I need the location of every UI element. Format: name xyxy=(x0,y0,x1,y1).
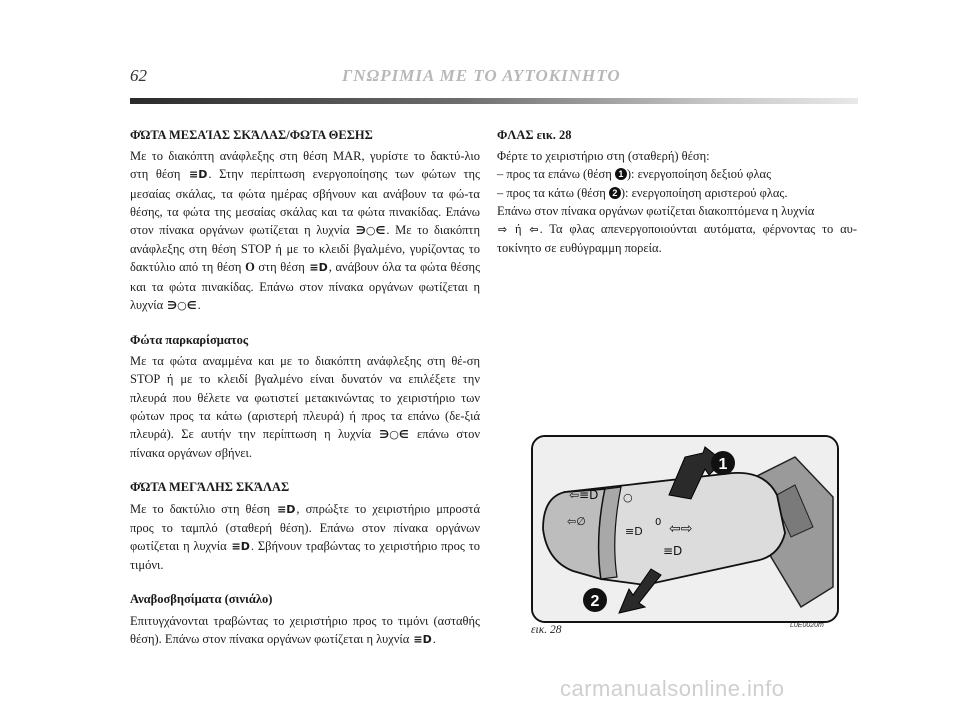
stalk-fog-icon: ⇦∅ xyxy=(567,515,586,528)
indicator-line-5: ⇨ ή ⇦. Τα φλας απενεργοποιούνται αυτόματα, φέρνοντας το αυ-τοκίνητο σε ευθύγραμμη πορεία. xyxy=(497,222,857,256)
high-beam-icon: ≡D xyxy=(413,632,432,646)
stalk-arrows-icon: ⇦⇨ xyxy=(669,521,693,537)
parking-lamp-icon: ∋○∈ xyxy=(167,298,197,312)
low-beam-icon: ≡D xyxy=(277,502,296,516)
paragraph-flashing: Επιτυγχάνονται τραβώντας το χειριστήριο προς το τιμόνι (ασταθής θέση). Επάνω στον πίνακα οργάνων φωτίζεται η λυχνία ≡D. xyxy=(130,612,480,649)
light-stalk-illustration xyxy=(531,435,839,623)
stalk-flash-icon: ≡D xyxy=(663,544,683,558)
section-title-high-beam: ΦΏΤΑ ΜΕΓΆΛΗΣ ΣΚΆΛΑΣ xyxy=(130,480,290,495)
section-title-flashing: Αναβοσβησίματα (σινιάλο) xyxy=(130,592,273,607)
parking-lamp-icon: ∋○∈ xyxy=(379,428,409,442)
indicator-line-3: – προς τα κάτω (θέση 2 ): ενεργοποίηση αριστερού φλας. xyxy=(497,185,788,200)
stalk-beam-icon: ≡D xyxy=(625,525,643,538)
paragraph-low-beam: Με το διακόπτη ανάφλεξης στη θέση MAR, γυρίστε το δακτύ-λιο στη θέση ≡D. Στην περίπτωση ενεργοποίησης των φώτων της μεσαίας σκάλας, τα φώτα ημέρας σβήνουν και ανάβουν τα φώ-τα θέσης, τα φώτα της μεσαίας σκάλας και τα φώτα πινακίδας. Επάνω στον πίνακα οργάνων φωτίζεται η λυχνία ∋○∈. Με το διακόπτη ανάφλεξης στη θέση STOP ή με το κλειδί βγαλμένο, γυρίζοντας το δακτύλιο από τη θέση O στη θέση ≡D, ανάβουν όλα τα φώτα θέσης και τα φώτα πινακίδας. Επάνω στον πίνακα οργάνων φωτίζεται η λυχνία ∋○∈. xyxy=(130,147,480,315)
position-2-badge: 2 xyxy=(609,187,621,199)
right-column xyxy=(497,126,857,257)
paragraph-parking: Με τα φώτα αναμμένα και με το διακόπτη ανάφλεξης στη θέ-ση STOP ή με το κλειδί βγαλμένο είναι δυνατόν να επιλέξετε την πλευρά που θέλετε να φωτιστεί μετακινώντας το χειριστήριο των φώτων προς τα κάτω (αριστερή πλευρά) ή προς τα επάνω (δε-ξιά πλευρά). Σε αυτήν την περίπτωση η λυχνία ∋○∈ επάνω στον πίνακα οργάνων σβήνει. xyxy=(130,354,481,461)
header-rule xyxy=(130,98,858,104)
left-column xyxy=(130,126,480,649)
arrow-left-icon: ⇦ xyxy=(529,223,539,237)
watermark: carmanualsonline.info xyxy=(560,676,785,701)
stalk-zero-mark: 0 xyxy=(655,517,662,528)
callout-1-label: 1 xyxy=(718,456,728,473)
figure-caption: εικ. 28 xyxy=(531,624,562,636)
section-title-parking: Φώτα παρκαρίσματος xyxy=(130,333,249,348)
indicator-line-2: – προς τα επάνω (θέση 1 ): ενεργοποίηση δεξιού φλας xyxy=(497,167,772,182)
section-title-low-beam: ΦΏΤΑ ΜΕΣΑΊΑΣ ΣΚΆΛΑΣ/ΦΩΤΑ ΘΕΣΗΣ xyxy=(130,128,373,142)
chapter-title: ΓΝΩΡΙΜΙΑ ΜΕ ΤΟ ΑΥΤΟΚΙΝΗΤΟ xyxy=(342,66,621,85)
low-beam-icon: ≡D xyxy=(309,261,328,275)
position-1-badge: 1 xyxy=(615,168,627,180)
stalk-low-beam-icon: ⇦≡D xyxy=(569,488,599,502)
figure-code: L0E0020m xyxy=(790,622,824,629)
paragraph-high-beam: Με το δακτύλιο στη θέση ≡D, σπρώξτε το χειριστήριο μπροστά προς το ταμπλό (σταθερή θέση). Επάνω στον πίνακα οργάνων φωτίζεται η λυχνία ≡D. Σβήνουν τραβώντας το χειριστήριο προς το τιμόνι. xyxy=(130,501,481,573)
stalk-position-icon: ○ xyxy=(623,491,633,504)
parking-lamp-icon: ∋○∈ xyxy=(356,224,386,238)
low-beam-icon: ≡D xyxy=(189,168,208,182)
light-stalk-drawing xyxy=(533,437,837,621)
page-number: 62 xyxy=(130,66,147,85)
high-beam-icon: ≡D xyxy=(231,540,250,554)
callout-2-label: 2 xyxy=(590,593,600,610)
zero-position-symbol: O xyxy=(245,260,255,275)
indicator-line-4: Επάνω στον πίνακα οργάνων φωτίζεται διακοπτόμενα η λυχνία xyxy=(497,203,815,218)
indicator-line-1: Φέρτε το χειριστήριο στη (σταθερή) θέση: xyxy=(497,149,710,164)
arrow-right-icon: ⇨ xyxy=(498,223,508,237)
page-header xyxy=(130,66,850,96)
section-title-indicators: ΦΛΑΣ εικ. 28 xyxy=(497,128,572,142)
